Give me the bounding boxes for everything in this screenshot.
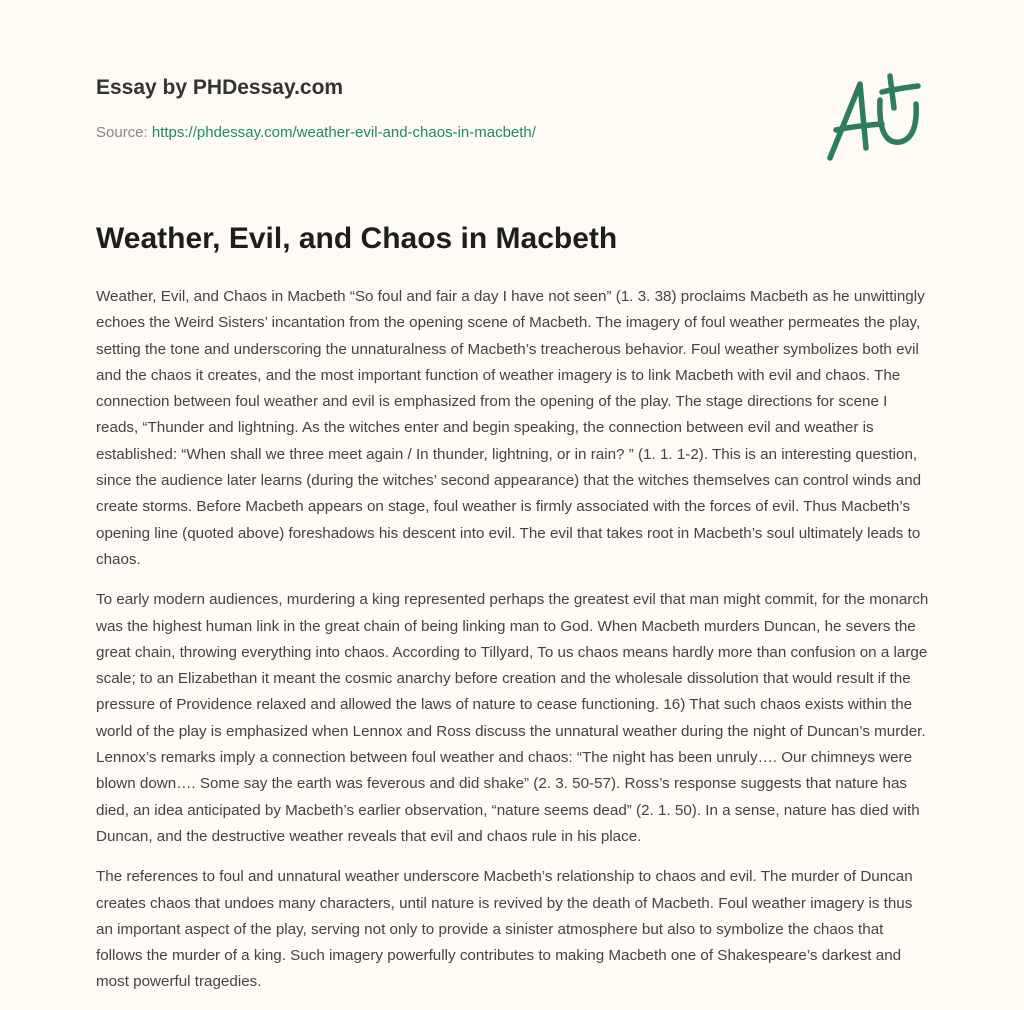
- paragraph: The references to foul and unnatural weather underscore Macbeth’s relationship to chaos and evil. The murder of Duncan creates chaos that undoes many characters, until nature is revived by the death of Macbeth. Foul weather imagery is thus an important aspect of the play, serving not only to provide a sinister atmosphere but also to symbolize the chaos that follows the murder of a king. Such imagery powerfully contributes to making Macbeth one of Shakespeare’s darkest and most powerful tragedies.: [96, 868, 913, 991]
- source-line: [96, 124, 536, 141]
- article-body: [96, 284, 932, 1010]
- paragraph: Weather, Evil, and Chaos in Macbeth “So foul and fair a day I have not seen” (1. 3. 38) proclaims Macbeth as he unwittingly echoes the Weird Sisters’ incantation from the opening scene of Macbeth. The imagery of foul weather permeates the play, setting the tone and underscoring the unnaturalness of Macbeth’s treacherous behavior. Foul weather symbolizes both evil and the chaos it creates, and the most important function of weather imagery is to link Macbeth with evil and chaos. The connection between foul weather and evil is emphasized from the opening of the play. The stage directions for scene I reads, “Thunder and lightning. As the witches enter and begin speaking, the connection between evil and weather is established: “When shall we three meet again / In thunder, lightning, or in rain? ” (1. 1. 1-2). This is an interesting question, since the audience later learns (during the witches’ second appearance) that the witches themselves can control winds and create storms. Before Macbeth appears on stage, foul weather is firmly associated with the forces of evil. Thus Macbeth’s opening line (quoted above) foreshadows his descent into evil. The evil that takes root in Macbeth’s soul ultimately leads to chaos.: [96, 288, 925, 568]
- paragraph: To early modern audiences, murdering a king represented perhaps the greatest evil that man might commit, for the monarch was the highest human link in the great chain of being linking man to God. When Macbeth murders Duncan, he severs the great chain, throwing everything into chaos. According to Tillyard, To us chaos means hardly more than confusion on a large scale; to an Elizabethan it meant the cosmic anarchy before creation and the wholesale dissolution that would result if the pressure of Providence relaxed and allowed the laws of nature to cease functioning. 16) That such chaos exists within the world of the play is emphasized when Lennox and Ross discuss the unnatural weather during the night of Duncan’s murder. Lennox’s remarks imply a connection between foul weather and chaos: “The night has been unruly…. Our chimneys were blown down…. Some say the earth was feverous and did shake” (2. 3. 50-57). Ross’s response suggests that nature has died, an idea anticipated by Macbeth’s earlier observation, “nature seems dead” (2. 1. 50). In a sense, nature has died with Duncan, and the destructive weather reveals that evil and chaos rule in his place.: [96, 591, 929, 845]
- site-brand: Essay by PHDessay.com: [96, 76, 344, 99]
- article-title: Weather, Evil, and Chaos in Macbeth: [96, 222, 618, 255]
- source-link[interactable]: https://phdessay.com/weather-evil-and-chaos-in-macbeth/: [151, 124, 536, 141]
- a-plus-grade-icon: [820, 70, 930, 170]
- source-label: Source:: [96, 124, 148, 141]
